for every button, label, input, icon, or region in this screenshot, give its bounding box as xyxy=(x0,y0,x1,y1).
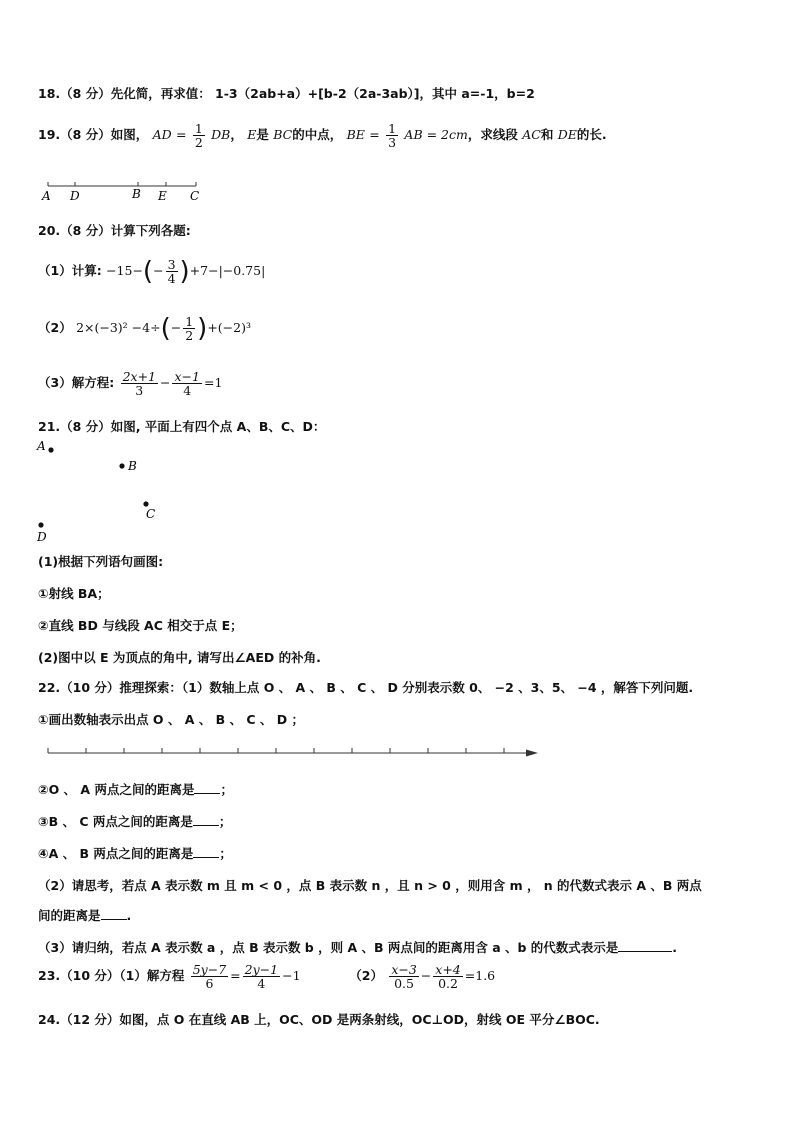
q20-p3-fraction-2 xyxy=(172,370,201,397)
question-23 xyxy=(38,963,495,990)
q22-step-2 xyxy=(38,780,233,798)
q22-semi: ； xyxy=(218,814,232,829)
answer-blank[interactable] xyxy=(193,846,219,858)
q23-d4: 0.2 xyxy=(438,976,458,992)
q20-p1-fraction xyxy=(166,258,178,285)
q20-p1-expr-a: −15− xyxy=(106,263,143,279)
q19-end: 的长. xyxy=(576,127,607,143)
q22-part-2-line-2 xyxy=(38,906,131,924)
answer-blank[interactable] xyxy=(194,782,220,794)
point-label-b: B xyxy=(128,459,137,473)
question-20-title: 20.（8 分）计算下列各题: xyxy=(38,223,191,238)
segment-label-c: C xyxy=(190,189,200,203)
q20-p1-num: 3 xyxy=(167,257,176,272)
q20-p1-minus: − xyxy=(153,263,164,279)
q23-fraction-3 xyxy=(389,963,418,990)
q23-tail1: −1 xyxy=(282,968,301,984)
q22-p2-line2-text: 间的距离是 xyxy=(38,908,101,923)
q22-step-3 xyxy=(38,812,231,830)
point-c xyxy=(143,501,148,506)
question-22-title: 22.（10 分）推理探索：（1）数轴上点 O 、 A 、 B 、 C 、 D 分别表示数 0、 −2 、3、5、 −4 ，解答下列问题. xyxy=(38,680,694,695)
q22-part-2-line-1: （2）请思考，若点 A 表示数 m 且 m < 0 ，点 B 表示数 n ，且 n > 0 ，则用含 m ， n 的代数式表示 A 、B 两点 xyxy=(38,878,702,893)
question-20-part-2 xyxy=(38,315,251,342)
q22-s3-text: ③B 、 C 两点之间的距离是 xyxy=(38,814,193,829)
question-19 xyxy=(38,122,607,149)
q23-tail2: =1.6 xyxy=(464,968,496,984)
q20-p3-num1: 2x+1 xyxy=(122,369,156,384)
q23-n4: x+4 xyxy=(435,962,461,977)
q19-de: DE xyxy=(557,127,577,143)
q20-p2-expr-a: 2×(−3)² −4÷ xyxy=(76,320,161,336)
q21-step-2: ②直线 BD 与线段 AC 相交于点 E； xyxy=(38,618,243,633)
q20-p3-den1: 3 xyxy=(135,383,144,399)
segment-label-e: E xyxy=(158,189,167,203)
q20-p3-fraction-1 xyxy=(121,370,158,397)
q23-minus: − xyxy=(420,968,432,984)
q19-half-num: 1 xyxy=(194,121,203,136)
q23-n1: 5y−7 xyxy=(192,962,227,977)
q23-p2-label: （2） xyxy=(349,968,383,984)
segment-label-b: B xyxy=(132,187,141,201)
q23-eq: = xyxy=(230,968,241,984)
question-21-title: 21.（8 分）如图, 平面上有四个点 A、B、C、D： xyxy=(38,419,326,434)
q20-p2-minus: − xyxy=(170,320,182,336)
q19-be: BE xyxy=(346,127,365,143)
q22-s2-text: ②O 、 A 两点之间的距离是 xyxy=(38,782,195,797)
points-figure xyxy=(34,436,174,548)
answer-blank[interactable] xyxy=(618,940,672,952)
q20-p3-num2: x−1 xyxy=(174,369,200,384)
arrow-right-icon xyxy=(526,750,538,757)
q22-semi: ； xyxy=(219,846,232,861)
q21-part-2: (2)图中以 E 为顶点的角中, 请写出∠AED 的补角. xyxy=(38,650,321,665)
q23-d1: 6 xyxy=(205,976,214,992)
q19-third-num: 1 xyxy=(388,121,397,136)
q19-eq: = xyxy=(175,127,187,143)
left-paren: ( xyxy=(160,313,171,344)
q20-p3-minus: − xyxy=(160,375,171,391)
number-line xyxy=(44,744,544,762)
point-label-c: C xyxy=(146,507,156,521)
question-18-text: 18.（8 分）先化简，再求值： 1-3（2ab+a）+[b-2（2a-3ab）]，其中 a=-1，b=2 xyxy=(38,86,535,101)
question-20-part-1 xyxy=(38,258,265,285)
q23-fraction-4 xyxy=(433,963,462,990)
segment-label-d: D xyxy=(70,189,80,203)
answer-blank[interactable] xyxy=(101,908,127,920)
right-paren: ) xyxy=(179,256,190,287)
q22-period: . xyxy=(126,908,132,923)
q19-half-den: 2 xyxy=(194,135,203,151)
point-b xyxy=(119,463,124,468)
q19-eq2: = xyxy=(369,127,380,143)
q23-prefix: 23.（10 分）（1）解方程 xyxy=(38,968,185,984)
question-20-part-3 xyxy=(38,370,222,397)
q19-ac: AC xyxy=(522,127,541,143)
q19-prefix: 19.（8 分）如图， xyxy=(38,127,149,143)
q20-p1-label: （1）计算: xyxy=(38,263,102,279)
q19-fraction-half xyxy=(193,122,205,149)
q19-ab: AB = 2cm xyxy=(404,127,468,143)
q23-n3: x−3 xyxy=(391,962,417,977)
q22-semi: ； xyxy=(220,782,233,797)
q22-period: . xyxy=(672,940,678,955)
q21-part-1: (1)根据下列语句画图: xyxy=(38,554,164,569)
q20-p2-fraction xyxy=(183,315,195,342)
q19-comma: ， xyxy=(230,127,243,143)
right-paren: ) xyxy=(197,313,208,344)
q19-bc: BC xyxy=(273,127,293,143)
q19-midpoint: 的中点， xyxy=(292,127,343,143)
question-24: 24.（12 分）如图，点 O 在直线 AB 上，OC、OD 是两条射线，OC⊥OD，射线 OE 平分∠BOC. xyxy=(38,1012,600,1027)
q20-p1-expr-b: +7−|−0.75| xyxy=(189,263,266,279)
point-a xyxy=(48,447,53,452)
q19-third-den: 3 xyxy=(388,135,397,151)
q19-ad: AD xyxy=(152,127,172,143)
q23-d3: 0.5 xyxy=(394,976,414,992)
q19-fraction-third xyxy=(386,122,398,149)
q19-is: 是 xyxy=(256,127,269,143)
q20-p1-den: 4 xyxy=(167,271,176,287)
q22-p3-text: （3）请归纳，若点 A 表示数 a ，点 B 表示数 b ，则 A 、B 两点间的距离用含 a 、b 的代数式表示是 xyxy=(38,940,619,955)
left-paren: ( xyxy=(142,256,154,287)
point-label-a: A xyxy=(37,439,46,453)
q22-s4-text: ④A 、 B 两点之间的距离是 xyxy=(38,846,194,861)
q19-e: E xyxy=(247,127,257,143)
q23-fraction-1 xyxy=(191,963,228,990)
q20-p3-label: （3）解方程: xyxy=(38,375,115,391)
q23-fraction-2 xyxy=(243,963,280,990)
point-label-d: D xyxy=(37,530,47,544)
question-18 xyxy=(38,84,535,102)
number-line-ticks xyxy=(48,748,504,753)
q20-p3-eq: =1 xyxy=(203,375,223,391)
q19-db: DB xyxy=(211,127,231,143)
q19-tail: ，求线段 xyxy=(467,127,518,143)
q20-p2-num: 1 xyxy=(185,314,194,329)
q23-d2: 4 xyxy=(257,976,266,992)
q20-p2-expr-b: +(−2)³ xyxy=(207,320,251,336)
q20-p2-den: 2 xyxy=(185,328,194,344)
q20-p2-label: （2） xyxy=(38,320,72,336)
q22-step-1: ①画出数轴表示出点 O 、 A 、 B 、 C 、 D ； xyxy=(38,712,304,727)
point-d xyxy=(38,522,43,527)
q22-step-4 xyxy=(38,844,232,862)
segment-label-a: A xyxy=(42,189,51,203)
answer-blank[interactable] xyxy=(193,814,219,826)
q21-step-1: ①射线 BA； xyxy=(38,586,110,601)
q20-p3-den2: 4 xyxy=(183,383,192,399)
q22-part-3 xyxy=(38,938,677,956)
q19-and: 和 xyxy=(540,127,554,143)
segment-figure xyxy=(38,176,218,208)
q23-n2: 2y−1 xyxy=(244,962,279,977)
